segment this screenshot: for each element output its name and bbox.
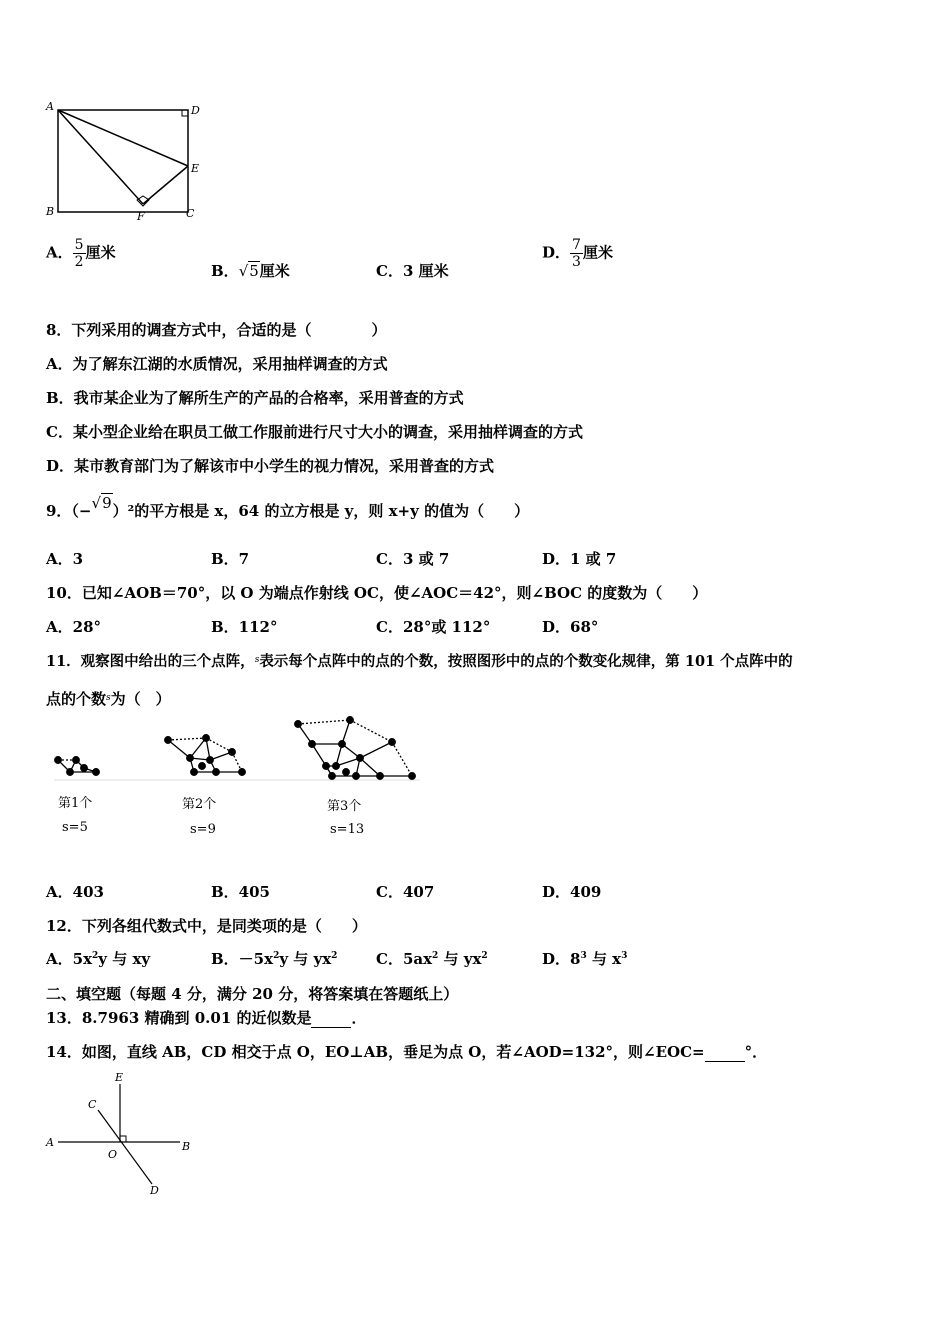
q10-stem: 10．已知∠AOB＝70°，以 O 为端点作射线 OC，使∠AOC＝42°，则∠BOC 的度数为（ ） <box>46 584 708 602</box>
dot <box>323 763 330 770</box>
dot <box>213 769 220 776</box>
lattice-3 <box>295 717 416 780</box>
q11-option-a: A．403 <box>46 883 104 901</box>
q10-option-a: A．28° <box>46 618 102 636</box>
q11-option-c: C．407 <box>376 883 435 901</box>
fig3-caption: 第3个 <box>327 799 362 814</box>
q7-option-d: D． $\frac{7}{3}$ 厘米 <box>542 237 613 270</box>
label-b: B <box>182 1140 191 1153</box>
q7-option-b: B．√5厘米 <box>211 262 290 280</box>
q14: 14．如图，直线 AB，CD 相交于点 O，EO⊥AB，垂足为点 O，若∠AOD=132°，则∠EOC= °． <box>46 1043 768 1061</box>
intersecting-lines-figure <box>40 1070 200 1196</box>
label-e: E <box>191 162 200 175</box>
dot <box>199 763 206 770</box>
label-f: F <box>137 210 145 223</box>
dot <box>203 735 210 742</box>
q7-option-a: A． $\frac{5}{2}$ 厘米 <box>46 237 116 270</box>
dot <box>55 757 62 764</box>
q9-option-a: A．3 <box>46 550 84 568</box>
dot <box>339 741 346 748</box>
label-o: O <box>108 1148 118 1161</box>
fig2-caption: 第2个 <box>182 797 217 812</box>
dot <box>165 737 172 744</box>
label-c: C <box>186 207 195 220</box>
lattice-1 <box>55 757 100 776</box>
label-a: A <box>46 1136 54 1149</box>
q11-line1: 11．观察图中给出的三个点阵，$^s$表示每个点阵中的点的个数，按照图形中的点的个数变化规律，第 101 个点阵中的 <box>46 653 793 670</box>
fig1-caption: 第1个 <box>58 796 93 811</box>
q7-option-c: C．3 厘米 <box>376 262 449 280</box>
label-c: C <box>88 1098 97 1111</box>
q11-option-b: B．405 <box>211 883 270 901</box>
label-d: D <box>150 1184 159 1196</box>
dot <box>343 769 350 776</box>
q8-option-b: B．我市某企业为了解所生产的产品的合格率，采用普查的方式 <box>46 389 464 407</box>
dot <box>353 773 360 780</box>
dot <box>207 757 214 764</box>
sqrt: √5 <box>238 262 259 280</box>
q12-option-c: C．$5ax^2$ 与 $yx^2$ <box>376 950 488 968</box>
q12-option-b: B．$-5x^2y$ 与 $yx^2$ <box>211 950 338 968</box>
fig3-s: s=13 <box>330 822 365 837</box>
dot <box>93 769 100 776</box>
sqrt: √9 <box>91 494 112 512</box>
label-e: E <box>115 1071 124 1084</box>
dot-lattice-figure <box>40 710 430 790</box>
dot <box>333 763 340 770</box>
answer-blank[interactable] <box>705 1043 745 1062</box>
fig2-s: s=9 <box>190 822 216 837</box>
q9-stem: 9．（−√9）²的平方根是 x，64 的立方根是 y，则 x+y 的值为（ ） <box>46 494 530 520</box>
dot <box>239 769 246 776</box>
dot <box>329 773 336 780</box>
dot <box>187 755 194 762</box>
q8-option-a: A．为了解东江湖的水质情况，采用抽样调查的方式 <box>46 355 388 373</box>
q12-option-d: D．$8^3$ 与 $x^3$ <box>542 950 628 968</box>
answer-blank[interactable] <box>311 1009 351 1028</box>
dot <box>295 721 302 728</box>
lattice-2 <box>165 735 246 776</box>
label-a: A <box>46 100 54 113</box>
fraction: $\frac{5}{2}$ <box>74 237 84 270</box>
q10-option-b: B．112° <box>211 618 278 636</box>
dot <box>81 765 88 772</box>
q9-option-c: C．3 或 7 <box>376 550 450 568</box>
fig1-s: s=5 <box>62 820 88 835</box>
dot <box>347 717 354 724</box>
q12-stem: 12．下列各组代数式中，是同类项的是（ ） <box>46 917 367 935</box>
dot <box>191 769 198 776</box>
q8-option-c: C．某小型企业给在职员工做工作服前进行尺寸大小的调查，采用抽样调查的方式 <box>46 423 583 441</box>
dot <box>67 769 74 776</box>
q8-option-d: D．某市教育部门为了解该市中小学生的视力情况，采用普查的方式 <box>46 457 495 475</box>
dot <box>309 741 316 748</box>
q9-option-d: D．1 或 7 <box>542 550 617 568</box>
q9-option-b: B．7 <box>211 550 250 568</box>
q11-option-d: D．409 <box>542 883 602 901</box>
q12-option-a: A．$5x^2y$ 与 xy <box>46 950 151 968</box>
q13: 13．8.7963 精确到 0.01 的近似数是 ． <box>46 1009 367 1027</box>
dot <box>409 773 416 780</box>
q8-stem: 8．下列采用的调查方式中，合适的是（ ） <box>46 321 387 339</box>
dot <box>229 749 236 756</box>
q10-option-c: C．28°或 112° <box>376 618 491 636</box>
label-b: B <box>46 205 55 218</box>
rectangle-fold-figure <box>40 96 210 224</box>
dot <box>389 739 396 746</box>
q10-option-d: D．68° <box>542 618 599 636</box>
dot <box>377 773 384 780</box>
q11-line2: 点的个数$^s$为（ ） <box>46 690 171 708</box>
section-title: 二、填空题（每题 4 分，满分 20 分，将答案填在答题纸上） <box>46 985 459 1003</box>
fraction: $\frac{7}{3}$ <box>572 237 581 270</box>
dot <box>357 755 364 762</box>
label-d: D <box>191 104 200 117</box>
dot <box>73 757 80 764</box>
